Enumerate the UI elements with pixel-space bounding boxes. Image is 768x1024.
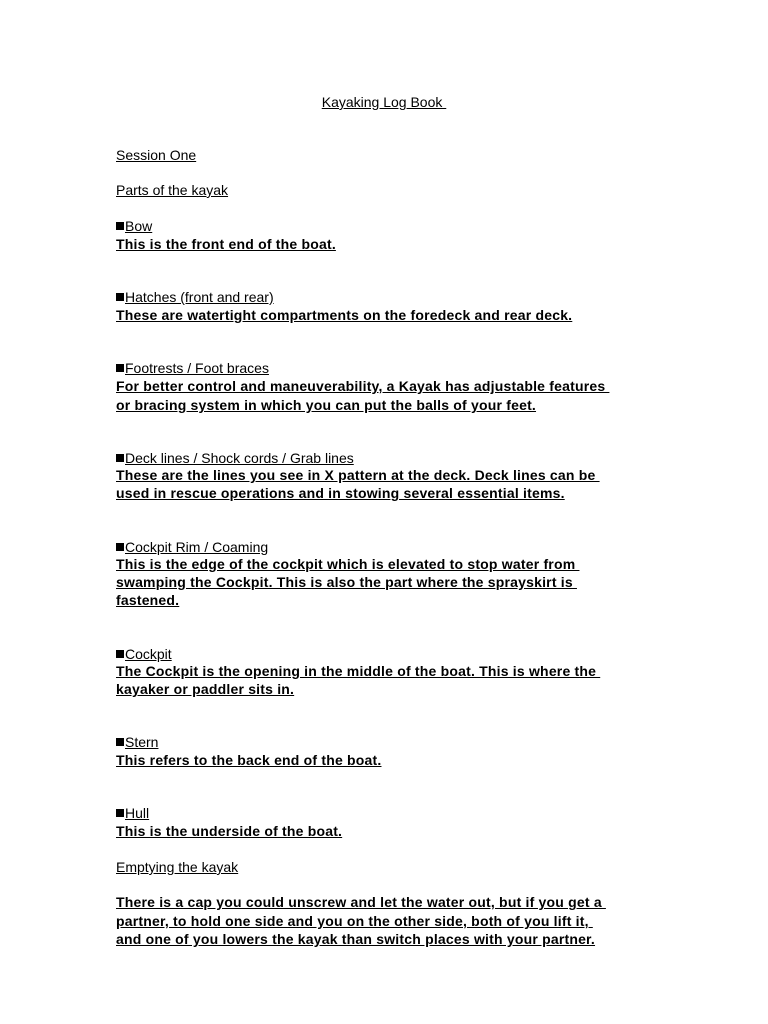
part-heading-hull xyxy=(116,805,149,822)
part-name: Cockpit xyxy=(125,646,172,662)
part-description-line: This is the front end of the boat. xyxy=(116,236,336,252)
square-bullet-icon xyxy=(116,543,124,551)
part-name: Hatches (front and rear) xyxy=(125,289,274,305)
square-bullet-icon xyxy=(116,454,124,462)
emptying-text-line: and one of you lowers the kayak than switch places with your partner. xyxy=(116,931,596,947)
emptying-text-line: partner, to hold one side and you on the other side, both of you lift it, xyxy=(116,913,593,929)
part-name: Cockpit Rim / Coaming xyxy=(125,539,269,555)
part-heading-cockpit-rim xyxy=(116,539,268,556)
session-heading: Session One xyxy=(116,147,197,163)
part-name: Stern xyxy=(125,734,159,750)
document-title: Kayaking Log Book xyxy=(321,94,447,110)
part-description-line: used in rescue operations and in stowing several essential items. xyxy=(116,485,565,501)
part-description-line: This is the underside of the boat. xyxy=(116,823,343,839)
part-heading-footrests xyxy=(116,360,269,377)
emptying-heading: Emptying the kayak xyxy=(116,859,239,875)
part-description-line: kayaker or paddler sits in. xyxy=(116,681,295,697)
part-description-line: These are the lines you see in X pattern at the deck. Deck lines can be xyxy=(116,467,600,483)
part-description-line: swamping the Cockpit. This is also the part where the sprayskirt is xyxy=(116,574,577,590)
part-name: Bow xyxy=(125,218,153,234)
part-description-line: fastened. xyxy=(116,592,180,608)
square-bullet-icon xyxy=(116,222,124,230)
part-heading-hatches xyxy=(116,289,274,306)
square-bullet-icon xyxy=(116,809,124,817)
part-heading-cockpit xyxy=(116,646,172,663)
part-description-line: The Cockpit is the opening in the middle of the boat. This is where the xyxy=(116,663,601,679)
square-bullet-icon xyxy=(116,738,124,746)
square-bullet-icon xyxy=(116,364,124,372)
part-description-line: or bracing system in which you can put the balls of your feet. xyxy=(116,397,537,413)
part-heading-stern xyxy=(116,734,158,751)
part-heading-bow xyxy=(116,218,152,235)
part-name: Footrests / Foot braces xyxy=(125,360,269,376)
parts-heading: Parts of the kayak xyxy=(116,182,229,198)
part-description-line: For better control and maneuverability, a Kayak has adjustable features xyxy=(116,378,610,394)
part-name: Hull xyxy=(125,805,150,821)
square-bullet-icon xyxy=(116,650,124,658)
part-name: Deck lines / Shock cords / Grab lines xyxy=(125,450,354,466)
part-description-line: This is the edge of the cockpit which is elevated to stop water from xyxy=(116,556,580,572)
part-heading-deck-lines xyxy=(116,450,354,467)
square-bullet-icon xyxy=(116,293,124,301)
emptying-text-line: There is a cap you could unscrew and let the water out, but if you get a xyxy=(116,894,606,910)
part-description-line: These are watertight compartments on the foredeck and rear deck. xyxy=(116,307,573,323)
part-description-line: This refers to the back end of the boat. xyxy=(116,752,382,768)
